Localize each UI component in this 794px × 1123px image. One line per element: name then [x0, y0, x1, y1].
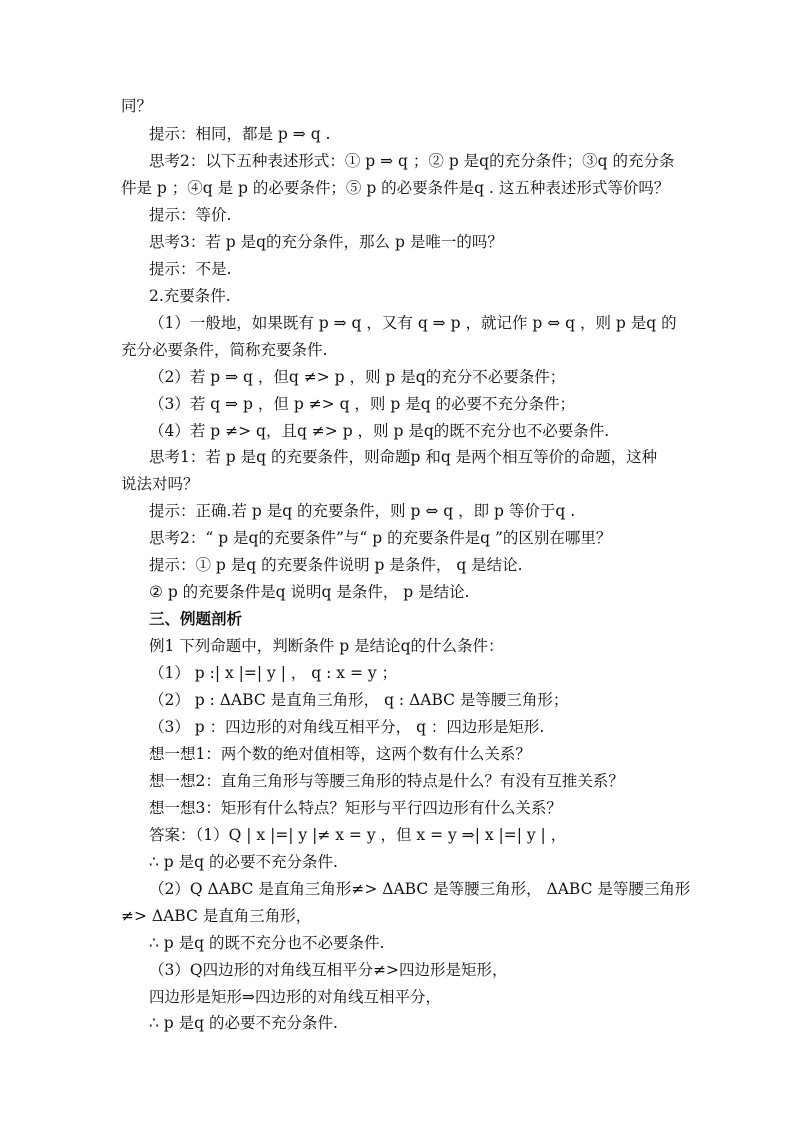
text-line: （4）若 p ≠> q，且q ≠> p ，则 p 是q的既不充分也不必要条件.: [149, 422, 610, 440]
text-line: ② p 的充要条件是q 说明q 是条件， p 是结论.: [149, 583, 470, 601]
text-line: 例1 下列命题中，判断条件 p 是结论q的什么条件：: [149, 637, 504, 655]
text-line: （3） p ：四边形的对角线互相平分， q ：四边形是矩形.: [149, 718, 545, 736]
text-line: 四边形是矩形⇒四边形的对角线互相平分，: [149, 988, 441, 1006]
text-line: 思考3：若 p 是q的充分条件，那么 p 是唯一的吗？: [149, 233, 503, 251]
text-line: ∴ p 是q 的必要不充分条件.: [149, 853, 338, 871]
text-line: ∴ p 是q 的必要不充分条件.: [149, 1014, 338, 1032]
text-line: 提示：正确.若 p 是q 的充要条件，则 p ⇔ q ，即 p 等价于q .: [149, 502, 576, 520]
text-line: （3）若 q ⇒ p ，但 p ≠> q ，则 p 是q 的必要不充分条件；: [149, 395, 576, 413]
text-line: （2）若 p ⇒ q ，但q ≠> p ，则 p 是q的充分不必要条件；: [149, 368, 566, 386]
text-line: 说法对吗？: [121, 475, 199, 493]
text-line: 想一想3：矩形有什么特点？矩形与平行四边形有什么关系？: [149, 799, 562, 817]
text-line: 思考2：以下五种表述形式：① p ⇒ q ；② p 是q的充分条件；③q 的充分条: [149, 152, 675, 170]
text-line: （3）Q四边形的对角线互相平分≠>四边形是矩形，: [149, 961, 508, 979]
section-heading: 2.充要条件.: [149, 287, 231, 305]
text-line: 想一想1：两个数的绝对值相等，这两个数有什么关系？: [149, 745, 531, 763]
text-line: （1）一般地，如果既有 p ⇒ q ，又有 q ⇒ p ，就记作 p ⇔ q ，则 p 是q 的: [149, 314, 677, 332]
text-line: 提示：不是.: [149, 260, 232, 278]
text-line: 答案：（1）Q | x |=| y |≠ x = y ，但 x = y ⇒| x |=| y | ，: [149, 826, 567, 844]
text-line: （2）Q ΔABC 是直角三角形≠> ΔABC 是等腰三角形， ΔABC 是等腰三角形: [149, 880, 691, 898]
text-line: 同？: [121, 97, 153, 115]
section-heading: 三、例题剖析: [149, 609, 243, 628]
text-line: 思考2：“ p 是q的充要条件”与“ p 的充要条件是q ”的区别在哪里？: [149, 529, 612, 547]
text-line: （1） p :| x |=| y | ， q : x = y ；: [149, 664, 398, 682]
text-line: ∴ p 是q 的既不充分也不必要条件.: [149, 934, 385, 952]
text-line: 充分必要条件，简称充要条件.: [121, 341, 328, 359]
text-line: 件是 p ；④q 是 p 的必要条件；⑤ p 的必要条件是q . 这五种表述形式等价吗？: [121, 179, 670, 197]
text-line: 提示：相同，都是 p ⇒ q .: [149, 125, 331, 143]
text-line: 提示：等价.: [149, 206, 232, 224]
text-line: （2） p : ΔABC 是直角三角形， q : ΔABC 是等腰三角形；: [149, 691, 569, 709]
text-line: 提示：① p 是q 的充要条件说明 p 是条件， q 是结论.: [149, 556, 523, 574]
text-line: ≠> ΔABC 是直角三角形，: [121, 907, 312, 925]
text-line: 思考1：若 p 是q 的充要条件，则命题p 和q 是两个相互等价的命题，这种: [149, 448, 658, 466]
text-line: 想一想2：直角三角形与等腰三角形的特点是什么？有没有互推关系？: [149, 772, 624, 790]
